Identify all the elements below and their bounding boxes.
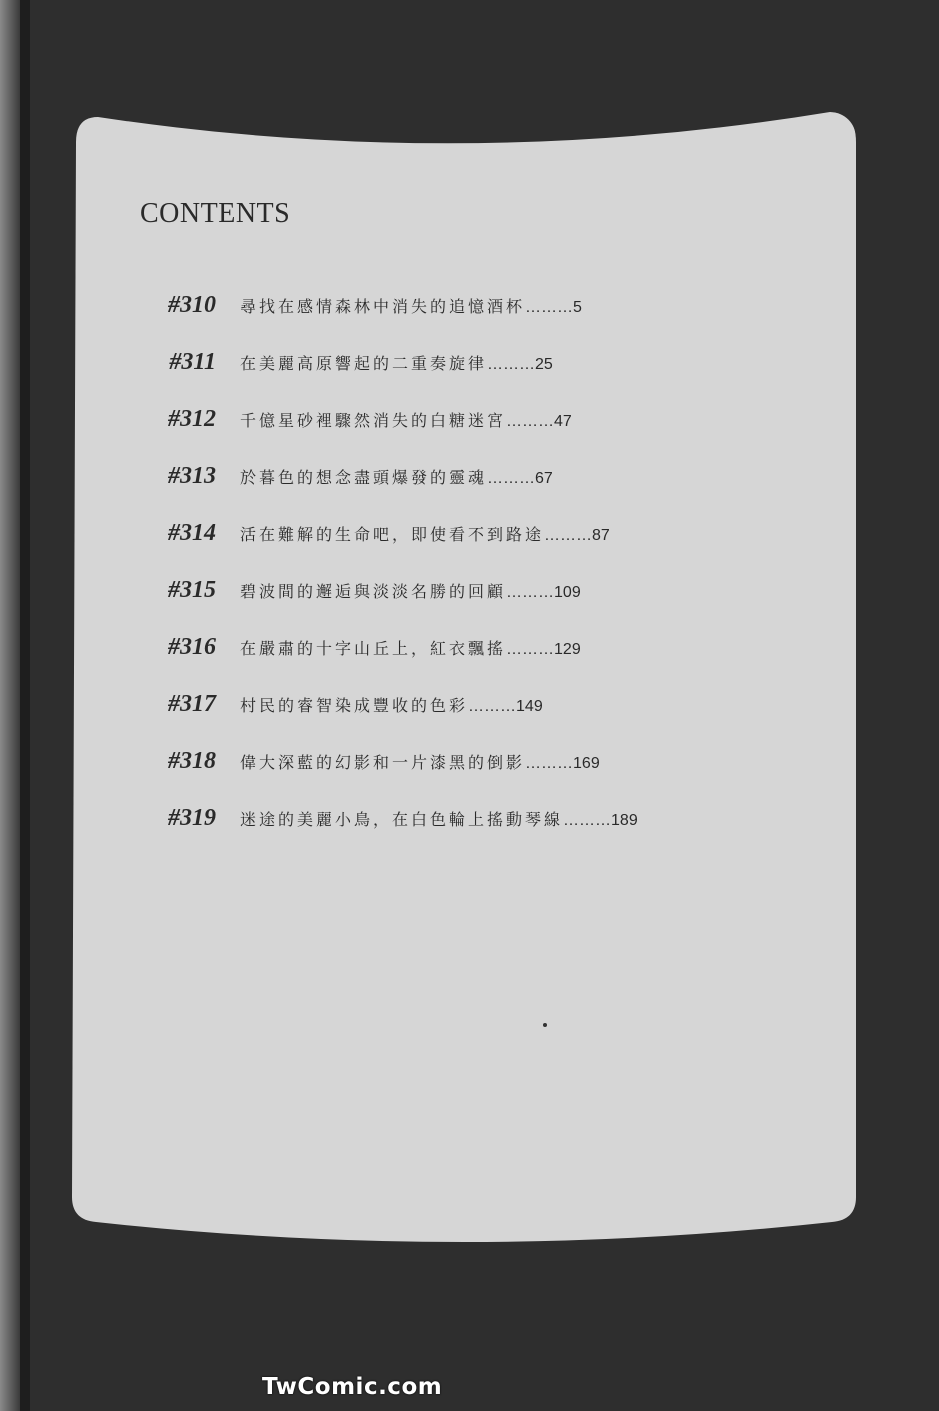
dot-leader: ……… (487, 470, 536, 487)
chapter-number: #314 (168, 520, 216, 546)
chapter-title: 於暮色的想念盡頭爆發的靈魂 (240, 468, 488, 487)
speck-mark (543, 1023, 547, 1027)
page-number: 149 (516, 698, 543, 715)
chapter-title: 活在難解的生命吧，即使看不到路途 (240, 525, 545, 544)
chapter-number: #310 (168, 292, 216, 318)
chapter-title: 碧波間的邂逅與淡淡名勝的回顧 (240, 582, 507, 601)
toc-entry[interactable] (130, 748, 830, 788)
contents-heading: CONTENTS (140, 198, 291, 229)
toc-entry[interactable] (130, 463, 830, 503)
contents-card (72, 112, 856, 1244)
page-number: 5 (573, 299, 582, 316)
chapter-title: 尋找在感情森林中消失的追憶酒杯 (240, 297, 526, 316)
chapter-title: 偉大深藍的幻影和一片漆黑的倒影 (240, 753, 526, 772)
chapter-title: 在美麗高原響起的二重奏旋律 (240, 354, 488, 373)
page-number: 109 (554, 584, 581, 601)
toc-entry[interactable] (130, 406, 830, 446)
dot-leader: ……… (506, 413, 555, 430)
dot-leader: ……… (487, 356, 536, 373)
dot-leader: ……… (525, 299, 574, 316)
watermark: TwComic.com (262, 1374, 443, 1400)
chapter-number: #315 (168, 577, 216, 603)
page-number: 129 (554, 641, 581, 658)
dot-leader: ……… (506, 584, 555, 601)
page-number: 87 (592, 527, 610, 544)
chapter-number: #311 (169, 349, 216, 375)
chapter-title: 在嚴肅的十字山丘上，紅衣飄搖 (240, 639, 507, 658)
toc-entry[interactable] (130, 805, 830, 845)
chapter-number: #316 (168, 634, 216, 660)
chapter-title: 迷途的美麗小鳥，在白色輪上搖動琴線 (240, 810, 564, 829)
toc-entry[interactable] (130, 634, 830, 674)
chapter-title: 千億星砂裡驟然消失的白糖迷宮 (240, 411, 507, 430)
page-number: 25 (535, 356, 553, 373)
book-spine-edge (0, 0, 20, 1411)
toc-entry[interactable] (130, 292, 830, 332)
chapter-number: #319 (168, 805, 216, 831)
page-number: 67 (535, 470, 553, 487)
page-number: 189 (611, 812, 638, 829)
page-number: 169 (573, 755, 600, 772)
toc-entry[interactable] (130, 691, 830, 731)
dot-leader: ……… (525, 755, 574, 772)
chapter-title: 村民的睿智染成豐收的色彩 (240, 696, 469, 715)
chapter-number: #312 (168, 406, 216, 432)
dot-leader: ……… (544, 527, 593, 544)
dot-leader: ……… (563, 812, 612, 829)
page-number: 47 (554, 413, 572, 430)
chapter-number: #318 (168, 748, 216, 774)
book-shadow (20, 0, 30, 1411)
toc-entry[interactable] (130, 349, 830, 389)
toc-entry[interactable] (130, 520, 830, 560)
dot-leader: ……… (506, 641, 555, 658)
chapter-number: #313 (168, 463, 216, 489)
chapter-number: #317 (168, 691, 216, 717)
dot-leader: ……… (468, 698, 517, 715)
toc-entry[interactable] (130, 577, 830, 617)
